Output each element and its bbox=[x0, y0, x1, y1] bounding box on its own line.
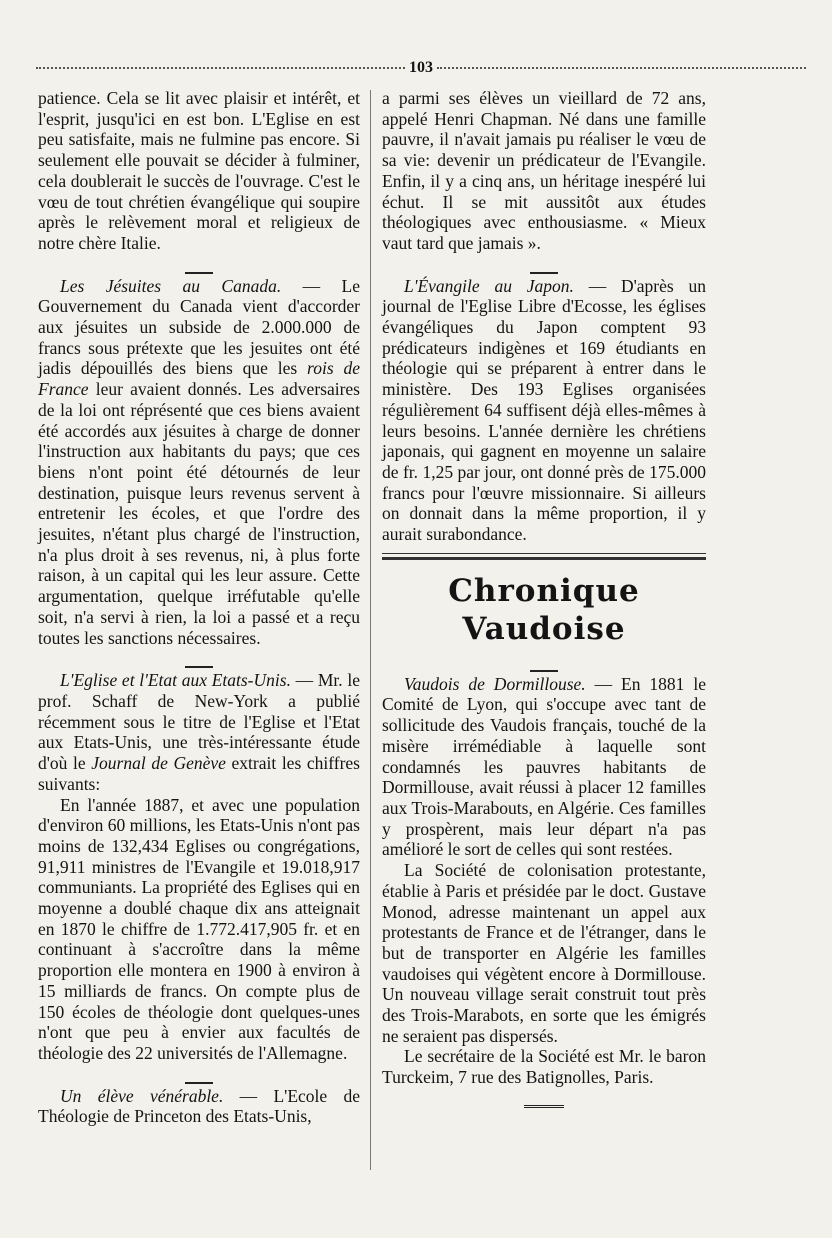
page-number: 103 bbox=[409, 59, 433, 76]
eglise-body: — Mr. le prof. Schaff de New-York a publié récemment sous le titre de l'Eglise et l'Etat aux Etats-Unis, une très-intéressante étude d'où le bbox=[38, 670, 360, 774]
secretaire-paragraph: Le secrétaire de la Société est Mr. le baron Turckeim, 7 rue des Batignolles, Paris. bbox=[382, 1046, 706, 1088]
jesuites-body: — Le Gouvernement du Canada vient d'accorder aux jésuites un subside de 2.000.000 de francs sous prétexte que les jesuites ont été jadis dépouillés des biens que les bbox=[38, 275, 360, 379]
article-separator bbox=[38, 1068, 360, 1078]
end-separator bbox=[382, 1092, 706, 1113]
page-header bbox=[36, 58, 806, 78]
dormillouse-body: — En 1881 le Comité de Lyon, qui s'occupe avec tant de sollicitude des Vaudois français, touché de la misère irrémédiable à laquelle sont condamnés les pauvres habitants de Dormillouse, avait réussi à placer 12 familles aux Trois-Marabouts, en Algérie. Ces familles y prospèrent, mais leur départ n'a pas amélioré le sort de celles qui sont restées. bbox=[382, 673, 706, 860]
societe-paragraph: La Société de colonisation protestante, établie à Paris et présidée par le doct. Gustave Monod, adresse maintenant un appel aux protestants de France et de l'étranger, dans le but de transporter en Algérie les familles vaudoises qui végètent encore à Dormillouse. Un nouveau village serait construit tout près des Trois-Marabots, en sorte que les émigrés ne seraient pas dispersés. bbox=[382, 860, 706, 1046]
eglise-journal: Journal de Genève bbox=[91, 753, 226, 774]
eleve-article bbox=[38, 1086, 360, 1127]
jesuites-body-2: leur avaient donnés. Les adversaires de la loi ont réprésenté que ces biens avaient été accordés aux jésuites à charge de donner l'instruction aux habitants du pays; que ces biens n'ont point été détournés de leur destination, puisque leurs revenus servent à entretenir les écoles, et que l'ordre des jesuites, n'étant plus chargé de l'instruction, n'a plus droit à ses revenus, ni, à plus forte raison, à un capital qui les leur assure. Cette argumentation, quelque irréfutable qu'elle soit, n'a servi à rien, la loi a passé et a reçu toutes les sanctions nécessaires. bbox=[38, 379, 360, 648]
eglise-article bbox=[38, 670, 360, 794]
jesuites-article bbox=[38, 276, 360, 649]
japon-title: L'Évangile au Japon. bbox=[404, 275, 574, 296]
section-heading: Chronique Vaudoise bbox=[448, 572, 640, 647]
eglise-body-2: extrait les chiffres suivants: bbox=[38, 753, 360, 794]
article-separator bbox=[38, 652, 360, 662]
jesuites-italic: rois de France bbox=[38, 358, 360, 400]
header-rule-left bbox=[36, 67, 405, 69]
dormillouse-article bbox=[382, 674, 706, 860]
japon-body: — D'après un journal de l'Eglise Libre d'Ecosse, les églises évangéliques du Japon comptent 93 prédicateurs indigènes et 169 étudiants en théologie qui se préparent à entrer dans le ministère. Des 193 Eglises organisées régulièrement 64 suffisent déjà elles-mêmes à leurs besoins. L'année dernière les chrétiens japonais, qui gagnent en moyenne un salaire de fr. 1,25 par jour, ont donné près de 175.000 francs pour l'œuvre missionnaire. Si ailleurs on donnait dans la même proportion, il y aurait surabondance. bbox=[382, 275, 706, 545]
article-separator bbox=[382, 258, 706, 268]
eglise-statistics: En l'année 1887, et avec une population d'environ 60 millions, les Etats-Unis n'ont pas moins de 132,434 Eglises ou congrégations, 91,911 ministres de l'Evangile et 19.018,917 communiants. La propriété des Eglises qui en moyenne a doublé chaque dix ans atteignait en 1870 le chiffre de 1.772.417,905 fr. et en continuant à s'accroître dans la même proportion elle montera en 1900 à environ à 15 milliards de francs. On compte plus de 150 écoles de théologie dont quelques-unes n'ont que peu à envier aux facultés de théologie des 22 universités de l'Allemagne. bbox=[38, 794, 360, 1063]
japon-article bbox=[382, 276, 706, 545]
chapman-paragraph: a parmi ses élèves un vieillard de 72 ans, appelé Henri Chapman. Né dans une famille pauvre, il n'avait jamais pu réaliser le vœu de sa vie: devenir un prédicateur de l'Evangile. Enfin, il y a cinq ans, un héritage inespéré lui échut. Il se mit aussitôt aux études théologiques avec enthousiasme. « Mieux vaut tard que jamais ». bbox=[382, 88, 706, 253]
heading-separator bbox=[382, 656, 706, 666]
article-separator bbox=[38, 258, 360, 268]
column-divider bbox=[370, 90, 371, 1170]
eglise-title: L'Eglise et l'Etat aux Etats-Unis. bbox=[60, 670, 291, 691]
eleve-body: — L'Ecole de Théologie de Princeton des Etats-Unis, bbox=[38, 1085, 361, 1127]
left-column bbox=[38, 88, 360, 1127]
section-rule-thick bbox=[382, 557, 706, 560]
dormillouse-title: Vaudois de Dormillouse. bbox=[404, 673, 586, 694]
right-column bbox=[382, 88, 706, 1121]
italie-paragraph: patience. Cela se lit avec plaisir et intérêt, et l'esprit, jusqu'ici en est bon. L'Eglise en est peu satisfaite, mais ne fulmine pas encore. Si seulement elle pouvait se décider à fulminer, cela doublerait le succès de l'ouvrage. C'est le vœu de tout chrétien évangélique qui soupire après le relèvement moral et religieux de notre chère Italie. bbox=[38, 88, 360, 253]
section-rule bbox=[382, 553, 706, 554]
jesuites-title: Les Jésuites au Canada. bbox=[60, 275, 282, 296]
header-rule-right bbox=[437, 67, 806, 69]
eleve-title: Un élève vénérable. bbox=[60, 1085, 224, 1106]
